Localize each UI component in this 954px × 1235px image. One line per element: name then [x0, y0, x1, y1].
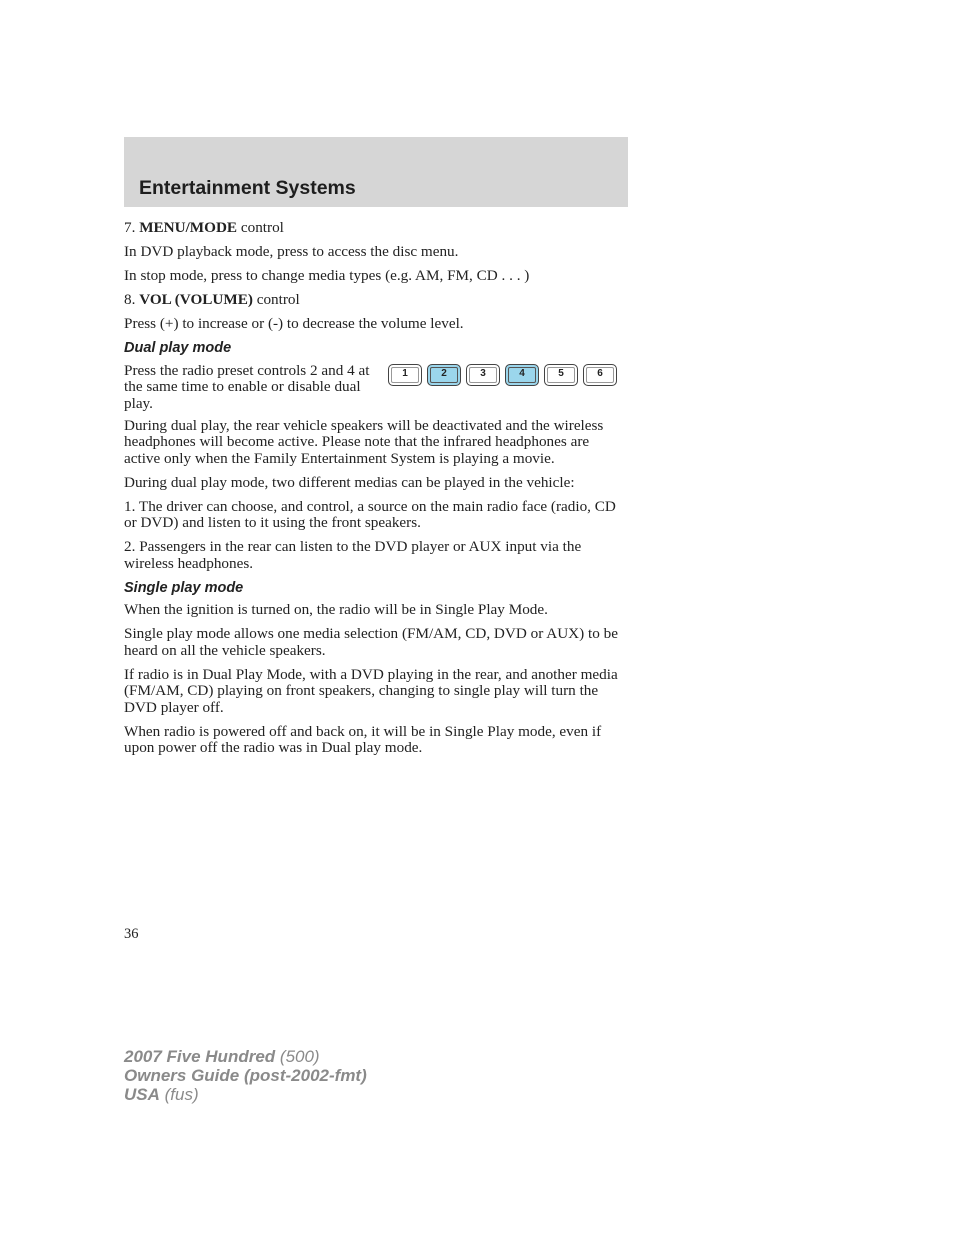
footer-guide: Owners Guide (post-2002-fmt)	[124, 1066, 367, 1085]
paragraph: In DVD playback mode, press to access the disc menu.	[124, 243, 459, 260]
radio-preset-buttons	[388, 364, 617, 386]
preset-label: 3	[480, 368, 486, 380]
preset-button-4	[505, 364, 539, 386]
preset-button-1	[388, 364, 422, 386]
dual-play-heading: Dual play mode	[124, 340, 232, 356]
item-number: 8.	[124, 291, 136, 308]
footer-model-code: (500)	[279, 1047, 320, 1066]
paragraph: When radio is powered off and back on, it will be in Single Play mode, even if upon power off the radio was in Dual play mode.	[124, 722, 602, 756]
paragraph: Single play mode allows one media selection (FM/AM, CD, DVD or AUX) to be heard on all the vehicle speakers.	[124, 625, 618, 659]
footer-region: USA	[124, 1085, 160, 1104]
page-number: 36	[124, 926, 139, 942]
dual-play-intro: Press the radio preset controls 2 and 4 at the same time to enable or disable dual play.	[124, 361, 370, 412]
single-play-heading: Single play mode	[124, 579, 244, 596]
preset-button-3	[466, 364, 500, 386]
item-menu-mode	[124, 220, 629, 237]
document-footer	[124, 1047, 367, 1104]
preset-label: 4	[519, 368, 525, 380]
preset-label: 6	[597, 368, 603, 380]
paragraph: During dual play mode, two different medias can be played in the vehicle:	[124, 473, 575, 491]
control-suffix: control	[240, 219, 284, 236]
preset-button-2	[427, 364, 461, 386]
control-suffix: control	[256, 291, 300, 308]
footer-line-3	[124, 1085, 367, 1104]
paragraph: 1. The driver can choose, and control, a source on the main radio face (radio, CD or DVD) and listen to it using the front speakers.	[124, 497, 616, 531]
footer-line-1	[124, 1047, 367, 1066]
paragraph: Press (+) to increase or (-) to decrease the volume level.	[124, 315, 464, 332]
preset-label: 5	[558, 368, 564, 380]
paragraph: During dual play, the rear vehicle speakers will be deactivated and the wireless headphones will become active. Please note that the infrared headphones are active only when the Family Entertainment System is playing a movie.	[124, 416, 604, 467]
control-name: MENU/MODE	[139, 219, 238, 236]
footer-model: 2007 Five Hundred	[124, 1047, 276, 1066]
preset-label: 2	[441, 368, 447, 380]
preset-button-5	[544, 364, 578, 386]
footer-line-2	[124, 1066, 367, 1085]
item-volume	[124, 292, 629, 309]
preset-label: 1	[402, 368, 408, 380]
dual-play-intro-row	[124, 363, 629, 413]
item-number: 7.	[124, 219, 136, 236]
page-content	[124, 220, 629, 764]
paragraph: 2. Passengers in the rear can listen to the DVD player or AUX input via the wireless headphones.	[124, 538, 582, 572]
control-name: VOL (VOLUME)	[139, 291, 253, 308]
paragraph: In stop mode, press to change media types (e.g. AM, FM, CD . . . )	[124, 267, 530, 284]
paragraph: If radio is in Dual Play Mode, with a DVD playing in the rear, and another media (FM/AM, CD) playing on front speakers, changing to single play will turn the DVD player off.	[124, 665, 618, 716]
paragraph: When the ignition is turned on, the radio will be in Single Play Mode.	[124, 601, 548, 618]
section-header-band	[124, 137, 628, 207]
section-title: Entertainment Systems	[139, 177, 356, 199]
preset-button-6	[583, 364, 617, 386]
footer-region-code: (fus)	[164, 1085, 199, 1104]
